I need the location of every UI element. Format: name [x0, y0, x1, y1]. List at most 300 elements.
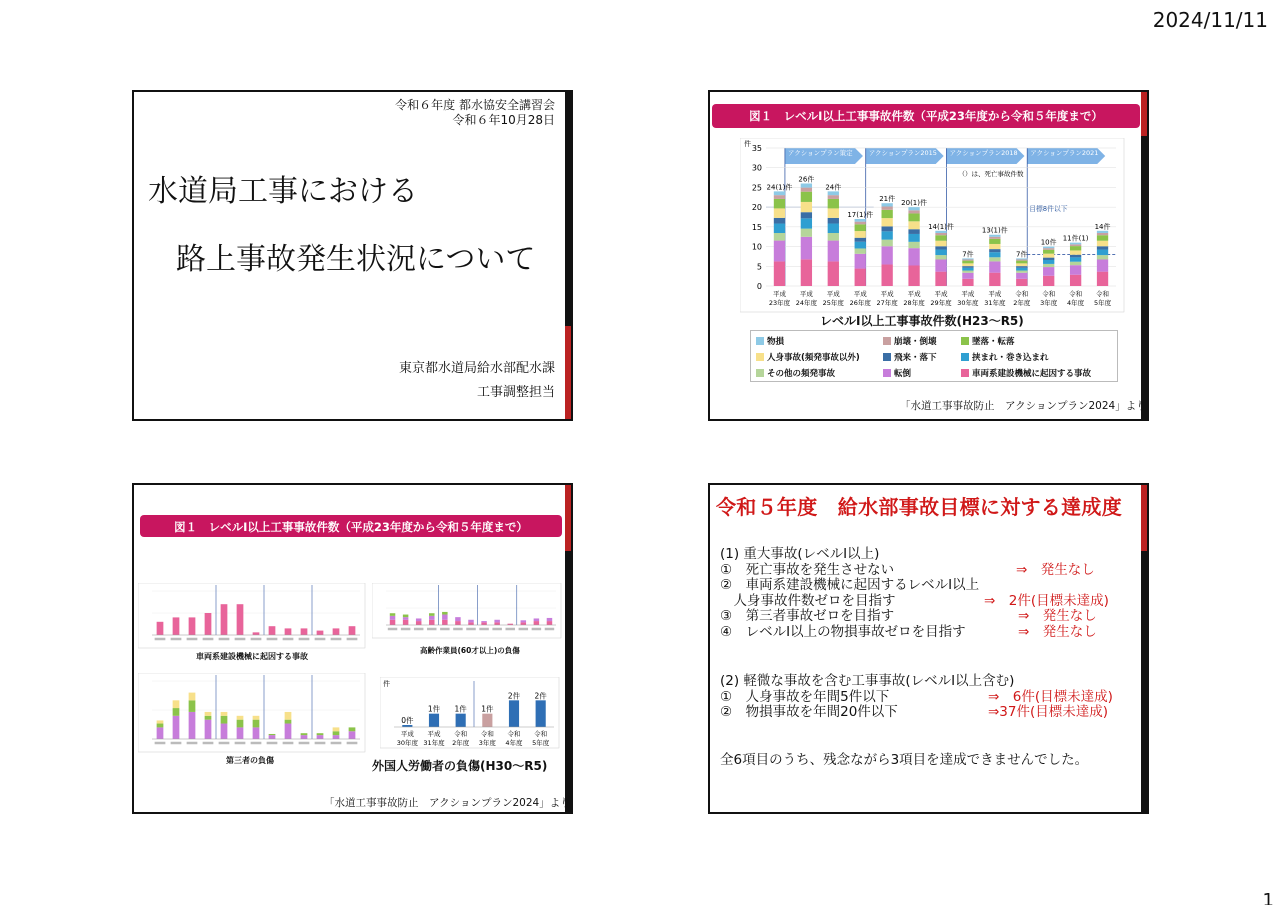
bar-segment — [1097, 260, 1108, 272]
bar-segment — [237, 604, 244, 635]
bar-segment — [989, 261, 1000, 272]
bar-segment — [494, 622, 499, 625]
accident-bar-chart — [740, 138, 1125, 313]
bar — [509, 700, 519, 727]
bar — [456, 714, 466, 727]
y-tick-label: 20 — [751, 203, 762, 213]
bar-segment — [908, 213, 919, 221]
third-party-chart — [138, 673, 366, 753]
x-tick-label: 平成 — [799, 290, 813, 298]
bar-segment — [801, 259, 812, 286]
bar-segment — [221, 712, 228, 716]
bar-segment — [908, 210, 919, 213]
slide-3 — [132, 483, 573, 814]
bar-segment — [962, 263, 973, 266]
bar-segment — [468, 620, 473, 623]
legend-label: 物損 — [767, 337, 785, 347]
legend-swatch — [961, 369, 969, 377]
bar-segment — [828, 233, 839, 241]
bar-segment — [774, 199, 785, 208]
slide-1 — [132, 90, 573, 421]
bar-segment — [1070, 257, 1081, 261]
legend-label: 転倒 — [894, 369, 912, 379]
bar-segment — [908, 229, 919, 234]
bar-value-label: 7件 — [962, 250, 974, 259]
bar-segment — [403, 615, 408, 618]
bar-segment — [547, 618, 552, 621]
bar-segment — [221, 716, 228, 724]
goal-result: ⇒ 発生なし — [1018, 608, 1097, 624]
bar-segment — [962, 261, 973, 264]
section-1-heading: (1) 重大事故(レベルⅠ以上) — [720, 546, 880, 562]
goal-result: ⇒ 6件(目標未達成) — [988, 688, 1113, 705]
bar-segment — [221, 604, 228, 635]
bar-segment — [962, 258, 973, 259]
bar-segment — [429, 620, 434, 625]
goal-row — [720, 704, 1109, 721]
bar-segment — [547, 621, 552, 625]
goal-text: ② 物損事故を年間20件以下 — [720, 704, 898, 720]
legend-item — [756, 367, 835, 379]
bar-segment — [1016, 268, 1027, 271]
bar-segment — [989, 257, 1000, 261]
goal-text: ② 車両系建設機械に起因するレベルⅠ以上 — [720, 577, 980, 593]
event-name: 令和６年度 都水協安全講習会 — [395, 98, 555, 112]
x-tick-label: 3年度 — [478, 739, 496, 747]
panel-d-caption: 外国人労働者の負傷(H30～R5) — [372, 759, 548, 773]
bar-segment — [828, 208, 839, 217]
bar-segment — [1097, 231, 1108, 233]
slide1-footer — [399, 357, 555, 405]
bar-segment — [253, 632, 260, 635]
x-tick-label: 31年度 — [984, 299, 1006, 307]
bar-segment — [481, 621, 486, 622]
legend-swatch — [883, 369, 891, 377]
bar-value-label: 2件 — [534, 691, 547, 701]
x-tick-label: 平成 — [907, 290, 921, 298]
legend-label: 墜落・転落 — [972, 337, 1015, 347]
figure-band: 図１ レベルⅠ以上工事事故件数（平成23年度から令和５年度まで） — [140, 515, 562, 537]
bar-segment — [828, 224, 839, 233]
bar-segment — [935, 255, 946, 259]
bar-segment — [774, 195, 785, 199]
bar-segment — [855, 242, 866, 249]
elderly-worker-chart — [372, 583, 562, 639]
bar-segment — [205, 613, 212, 635]
x-tick-label: 令和 — [507, 730, 521, 738]
panel-b-caption: 高齢作業員(60才以上)の負傷 — [420, 646, 520, 655]
organization: 東京都水道局給水部配水課 — [398, 361, 555, 376]
x-tick-label: 令和 — [1042, 290, 1056, 298]
bar-value-label: 2件 — [507, 691, 521, 701]
chart-title: レベルⅠ以上工事事故件数(H23～R5) — [820, 314, 1024, 328]
bar-segment — [317, 733, 324, 735]
bar-segment — [1016, 261, 1027, 264]
plan-label: アクションプラン2021 — [1030, 149, 1099, 157]
bar-segment — [774, 261, 785, 286]
bar-segment — [157, 622, 164, 635]
y-tick-label: 15 — [751, 222, 762, 232]
bar-value-label: 11件(1) — [1062, 234, 1089, 243]
x-tick-label: 27年度 — [876, 299, 898, 307]
bar-segment — [1043, 250, 1054, 254]
bar-segment — [189, 712, 196, 739]
bar-segment — [1097, 235, 1108, 241]
plan-label: アクションプラン策定 — [787, 149, 853, 157]
x-tick-label: 平成 — [934, 290, 948, 298]
vehicle-accident-chart — [138, 583, 366, 649]
bar-segment — [855, 219, 866, 222]
bar-segment — [494, 620, 499, 623]
bar-segment — [285, 724, 292, 739]
legend-item — [756, 335, 784, 347]
bar-segment — [882, 226, 893, 231]
bar-segment — [253, 720, 260, 728]
bar-segment — [416, 621, 421, 625]
bar-segment — [285, 720, 292, 724]
bar-segment — [989, 235, 1000, 237]
bar-segment — [455, 617, 460, 621]
bar-segment — [317, 631, 324, 635]
bar-segment — [828, 191, 839, 195]
bar-segment — [285, 712, 292, 720]
x-tick-label: 30年度 — [396, 739, 418, 747]
event-date: 令和６年10月28日 — [452, 113, 555, 127]
slide1-header — [395, 98, 555, 128]
bar-segment — [317, 735, 324, 739]
x-tick-label: 令和 — [480, 730, 494, 738]
slide1-title-line1: 水道局工事における — [148, 174, 418, 209]
bar-segment — [1097, 255, 1108, 259]
legend-item — [756, 351, 860, 363]
slide1-title-line2: 路上事故発生状況について — [176, 242, 536, 277]
bar-segment — [403, 617, 408, 620]
bar-segment — [253, 727, 260, 739]
bar-segment — [935, 272, 946, 286]
bar-segment — [237, 720, 244, 728]
bar-segment — [429, 613, 434, 616]
bar-segment — [855, 222, 866, 225]
bar-segment — [774, 208, 785, 217]
x-tick-label: 2年度 — [452, 739, 470, 747]
legend-swatch — [756, 337, 764, 345]
bar-segment — [935, 231, 946, 233]
bar-segment — [882, 210, 893, 218]
goal-row — [720, 592, 1109, 610]
bar-segment — [908, 242, 919, 248]
bar-segment — [390, 620, 395, 625]
legend-label: その他の頻発事故 — [767, 369, 836, 379]
legend-swatch — [961, 353, 969, 361]
bar-segment — [882, 207, 893, 210]
department: 工事調整担当 — [476, 385, 555, 400]
goal-row — [720, 561, 1095, 579]
bar-value-label: 10件 — [1040, 238, 1057, 247]
bar-segment — [882, 240, 893, 247]
bar-segment — [1070, 243, 1081, 245]
slide4-body — [720, 546, 1113, 768]
bar-segment — [855, 269, 866, 286]
bar-segment — [221, 724, 228, 739]
bar — [482, 714, 492, 727]
summary-text: 全6項目のうち、残念ながら3項目を達成できませんでした。 — [720, 751, 1089, 768]
bar-value-label: 17(1)件 — [847, 210, 874, 219]
bar-segment — [828, 195, 839, 199]
bar-value-label: 13(1)件 — [981, 226, 1008, 235]
bar-segment — [1043, 258, 1054, 260]
bar-segment — [1097, 250, 1108, 256]
bar-segment — [908, 207, 919, 210]
bar-segment — [908, 248, 919, 265]
goal-row — [720, 623, 1097, 641]
legend-label: 人身事故(頻発事故以外) — [767, 353, 860, 363]
bar-segment — [349, 731, 356, 739]
y-unit: 件 — [383, 680, 390, 688]
bar-segment — [935, 233, 946, 235]
bar-segment — [1070, 244, 1081, 246]
bar-segment — [989, 237, 1000, 239]
bar-value-label: 1件 — [481, 704, 494, 714]
bar-segment — [455, 621, 460, 625]
x-tick-label: 令和 — [454, 730, 468, 738]
legend-item — [961, 335, 1015, 347]
bar-segment — [269, 735, 276, 739]
y-tick-label: 10 — [751, 242, 762, 252]
goal-row — [720, 688, 1113, 706]
bar-segment — [1043, 254, 1054, 258]
bar-segment — [1016, 258, 1027, 259]
bar-segment — [962, 271, 973, 273]
bar-segment — [1070, 255, 1081, 258]
bar-segment — [1070, 246, 1081, 250]
x-tick-label: 4年度 — [505, 739, 523, 747]
bar-segment — [205, 720, 212, 739]
bar — [536, 700, 546, 727]
goal-text: ① 死亡事故を発生させない — [720, 561, 895, 578]
bar-segment — [828, 241, 839, 262]
bar-segment — [285, 628, 292, 635]
bar-segment — [173, 708, 180, 716]
bar-segment — [962, 279, 973, 286]
bar-segment — [855, 254, 866, 269]
bar-segment — [390, 613, 395, 616]
bar-segment — [173, 716, 180, 739]
bar-segment — [189, 700, 196, 712]
bar-segment — [1070, 265, 1081, 275]
x-tick-label: 令和 — [1096, 290, 1110, 298]
bar-segment — [237, 727, 244, 739]
x-tick-label: 28年度 — [903, 299, 925, 307]
bar-segment — [349, 727, 356, 731]
panel-c-caption: 第三者の負傷 — [226, 756, 274, 765]
x-tick-label: 令和 — [1015, 290, 1029, 298]
bar-segment — [1070, 250, 1081, 254]
bar-segment — [1016, 266, 1027, 268]
x-tick-label: 4年度 — [1067, 299, 1085, 307]
bar-segment — [962, 260, 973, 261]
bar-segment — [1097, 246, 1108, 249]
bar-segment — [333, 735, 340, 739]
y-tick-label: 5 — [756, 262, 762, 272]
bar-segment — [173, 617, 180, 635]
bar-segment — [1016, 260, 1027, 261]
bar-value-label: 14件 — [1094, 222, 1111, 231]
legend-swatch — [756, 353, 764, 361]
bar-segment — [908, 265, 919, 286]
bar-segment — [205, 712, 212, 716]
y-tick-label: 25 — [751, 183, 762, 193]
bar-segment — [882, 264, 893, 286]
bar-segment — [301, 735, 308, 739]
x-tick-label: 26年度 — [849, 299, 871, 307]
bar-segment — [908, 221, 919, 229]
bar-segment — [349, 626, 356, 635]
bar-segment — [534, 621, 539, 625]
bar-segment — [989, 239, 1000, 244]
bar-segment — [1097, 233, 1108, 235]
bar-segment — [157, 727, 164, 739]
bar-segment — [882, 231, 893, 239]
bar-value-label: 1件 — [454, 704, 467, 714]
bar-segment — [468, 622, 473, 625]
bar-segment — [521, 620, 526, 622]
x-tick-label: 令和 — [534, 730, 548, 738]
x-tick-label: 24年度 — [795, 299, 818, 307]
bar-segment — [1043, 267, 1054, 276]
bar-segment — [828, 218, 839, 224]
bar-segment — [205, 716, 212, 720]
x-tick-label: 平成 — [961, 290, 975, 298]
bar-segment — [801, 188, 812, 192]
bar-value-label: 24件 — [825, 183, 842, 192]
bar-segment — [269, 626, 276, 635]
y-tick-label: 0 — [756, 282, 762, 291]
bar-segment — [828, 261, 839, 286]
bar-segment — [189, 693, 196, 701]
bar-segment — [333, 731, 340, 735]
bar-segment — [237, 716, 244, 720]
bar-segment — [935, 250, 946, 256]
legend-item — [961, 351, 1049, 363]
bar-value-label: 24(1)件 — [766, 183, 793, 192]
bar-segment — [882, 246, 893, 264]
x-tick-label: 平成 — [427, 730, 441, 738]
bar-segment — [390, 616, 395, 620]
bar-segment — [801, 229, 812, 237]
bar-segment — [989, 244, 1000, 249]
source-note: 「水道工事事故防止 アクションプラン2024」より — [900, 400, 1147, 412]
bar-segment — [269, 734, 276, 735]
bar-segment — [333, 727, 340, 731]
y-tick-label: 30 — [751, 163, 762, 173]
x-tick-label: 5年度 — [1093, 299, 1112, 307]
note-label: （）は、死亡事故件数 — [958, 170, 1024, 178]
y-tick-label: 35 — [751, 144, 762, 153]
goal-result: ⇒37件(目標未達成) — [988, 704, 1109, 720]
bar-segment — [189, 617, 196, 635]
x-tick-label: 31年度 — [423, 739, 445, 747]
page-number: 1 — [1262, 890, 1274, 905]
source-note: 「水道工事事故防止 アクションプラン2024」より — [324, 797, 571, 809]
bar-segment — [801, 212, 812, 218]
x-tick-label: 平成 — [772, 290, 786, 298]
x-tick-label: 3年度 — [1040, 299, 1058, 307]
bar-segment — [989, 252, 1000, 257]
plan-label: アクションプラン2015 — [868, 149, 937, 157]
panel-a-caption: 車両系建設機械に起因する事故 — [196, 652, 308, 661]
bar — [429, 714, 439, 727]
slide4-title: 令和５年度 給水部事故目標に対する達成度 — [716, 495, 1122, 519]
bar-segment — [828, 199, 839, 208]
x-tick-label: 2年度 — [1013, 299, 1031, 307]
x-tick-label: 23年度 — [768, 299, 791, 307]
bar-segment — [1016, 263, 1027, 266]
bar-segment — [1016, 273, 1027, 279]
target-label: 目標8件以下 — [1029, 205, 1068, 214]
legend-label: 車両系建設機械に起因する事故 — [972, 369, 1092, 379]
bar-segment — [301, 733, 308, 735]
section-2-heading: (2) 軽微な事故を含む工事事故(レベルⅠ以上含む) — [720, 673, 1015, 689]
bar-segment — [301, 628, 308, 635]
x-tick-label: 平成 — [400, 730, 414, 738]
legend-label: 挟まれ・巻き込まれ — [972, 353, 1049, 363]
bar-value-label: 26件 — [798, 175, 815, 184]
bar-segment — [855, 224, 866, 231]
bar-value-label: 0件 — [401, 716, 414, 725]
x-tick-label: 30年度 — [957, 299, 979, 307]
bar-segment — [1043, 264, 1054, 267]
bar-segment — [1070, 275, 1081, 286]
bar-segment — [935, 246, 946, 249]
bar-segment — [989, 273, 1000, 286]
bar-segment — [801, 218, 812, 228]
bar-segment — [481, 622, 486, 625]
plan-label: アクションプラン2018 — [949, 149, 1018, 157]
x-tick-label: 25年度 — [822, 299, 844, 307]
y-unit: 件 — [744, 140, 751, 148]
bar-segment — [1097, 272, 1108, 286]
goal-row — [720, 608, 1097, 625]
bar-segment — [1043, 276, 1054, 286]
legend-swatch — [961, 337, 969, 345]
x-tick-label: 令和 — [1069, 290, 1083, 298]
x-tick-label: 平成 — [988, 290, 1002, 298]
bar-segment — [442, 615, 447, 620]
bar-segment — [157, 724, 164, 728]
x-tick-label: 5年度 — [532, 739, 550, 747]
bar-segment — [801, 237, 812, 260]
x-tick-label: 29年度 — [930, 299, 952, 307]
slide-2 — [708, 90, 1149, 421]
bar-segment — [1070, 262, 1081, 265]
bar-segment — [1016, 279, 1027, 286]
bar-value-label: 7件 — [1016, 250, 1028, 259]
goal-text: ① 人身事故を年間5件以下 — [720, 688, 890, 705]
bar-segment — [882, 218, 893, 226]
legend-label: 飛来・落下 — [894, 353, 937, 363]
bar-segment — [935, 260, 946, 272]
bar-segment — [1043, 260, 1054, 264]
legend-item — [883, 351, 937, 363]
bar-segment — [333, 628, 340, 635]
bar-segment — [1097, 241, 1108, 247]
bar-segment — [855, 238, 866, 242]
chart-legend — [750, 330, 1118, 382]
bar-segment — [157, 720, 164, 723]
bar-segment — [801, 192, 812, 202]
bar-segment — [403, 620, 408, 625]
bar-segment — [989, 249, 1000, 252]
